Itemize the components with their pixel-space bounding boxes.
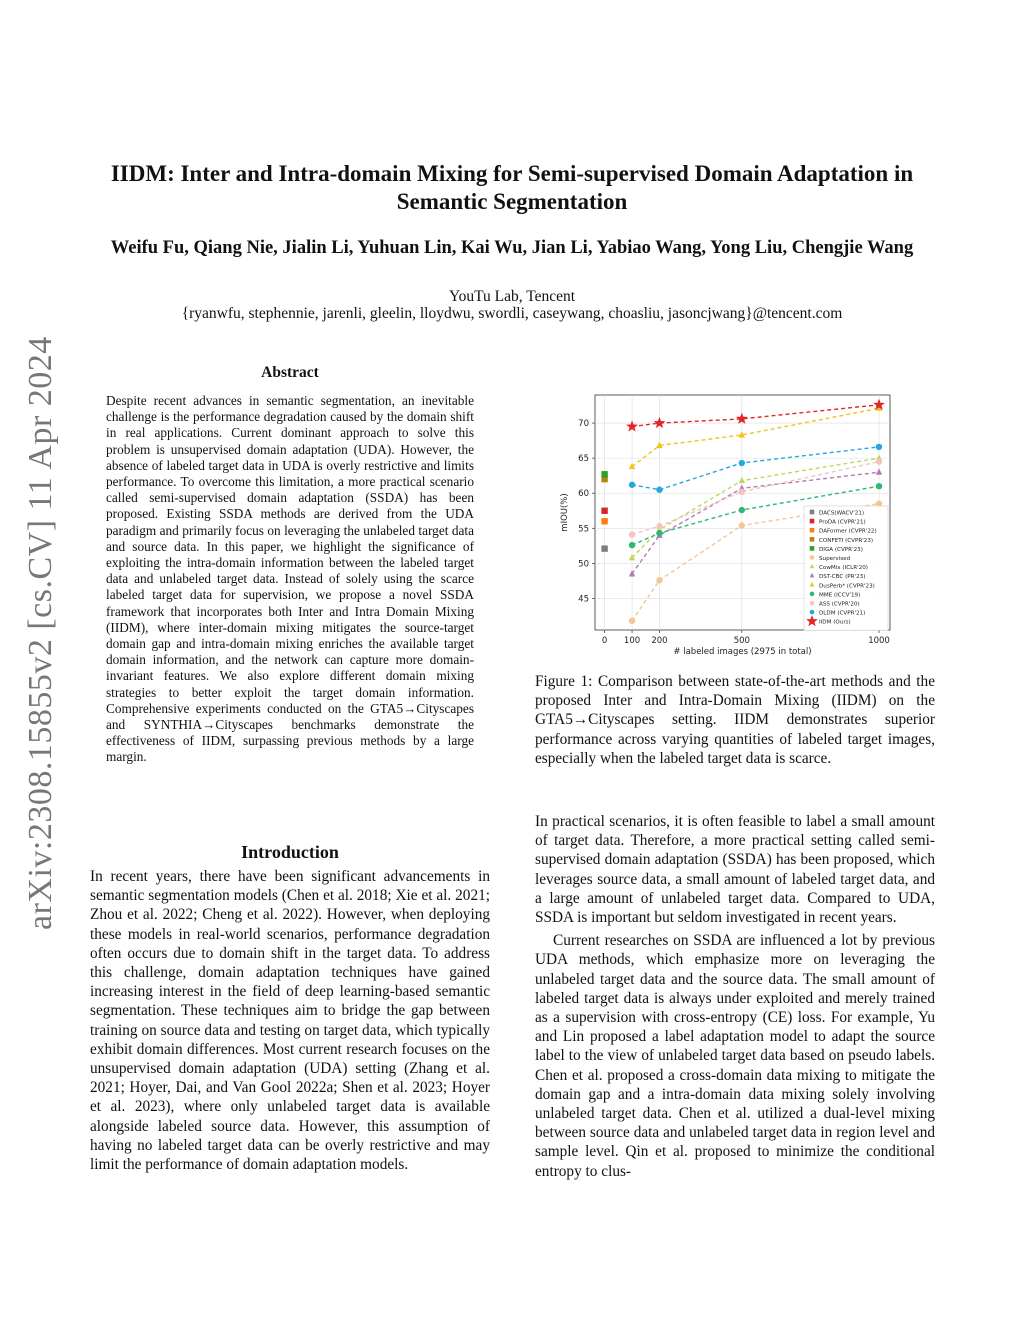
x-tick-label: 1000 <box>868 636 890 646</box>
data-point <box>810 510 815 515</box>
y-tick-label: 45 <box>578 594 589 605</box>
y-axis-label: mIOU(%) <box>560 493 570 532</box>
figure-1-caption: Figure 1: Comparison between state-of-the-art methods and the proposed Inter and Intra-Domain Mixing (IIDM) on the GTA5→Cityscapes setting. IIDM demonstrates superior performance across varying quantities of labeled target images, especially when the labeled target data is scarce. <box>535 673 935 767</box>
x-tick-label: 500 <box>733 636 750 646</box>
x-tick-label: 0 <box>601 636 608 646</box>
legend-label: ProDA (CVPR'21) <box>819 519 866 526</box>
data-point <box>739 489 745 495</box>
data-point <box>810 601 815 606</box>
introduction-text: In recent years, there have been significant advancements in semantic segmentation models (Chen et al. 2018; Xie et al. 2021; Zhou et al. 2022; Cheng et al. 2022). However, when deploying these models in real-world scenarios, performance degradation often occurs due to domain shift in the target data. To address this challenge, domain adaptation techniques have gained increasing interest in the field of deep learning-based semantic segmentation. These techniques aim to bridge the gap between training on source data and testing on target data, which typically exhibit domain differences. Most current research focuses on the unsupervised domain adaptation (UDA) setting (Zhang et al. 2021; Hoyer, Dai, and Van Gool 2022a; Shen et al. 2023; Hoyer et al. 2023), where only unlabeled target data is available alongside labeled source data. However, this assumption of having no labeled target data can be overly restrictive and may limit the performance of domain adaptation models. <box>90 868 490 1174</box>
y-tick-label: 50 <box>578 559 589 570</box>
data-point <box>876 458 882 464</box>
data-point <box>601 545 607 551</box>
data-point <box>656 487 662 493</box>
data-point <box>810 528 815 533</box>
y-tick-label: 60 <box>578 489 589 500</box>
data-point <box>810 546 815 551</box>
data-point <box>810 610 815 615</box>
data-point <box>601 508 607 514</box>
data-point <box>810 555 815 560</box>
arxiv-identifier: arXiv:2308.15855v2 [cs.CV] 11 Apr 2024 <box>22 336 59 930</box>
x-tick-label: 200 <box>651 636 668 646</box>
right-column-body <box>535 812 935 1181</box>
data-point <box>629 482 635 488</box>
legend-label: DIGA (CVPR'23) <box>819 546 863 553</box>
legend-label: Supervised <box>819 556 851 562</box>
legend-label: IIDM (Ours) <box>819 619 851 626</box>
legend-label: ASS (CVPR'20) <box>819 601 860 608</box>
legend-label: DACS(WACV'21) <box>819 510 865 517</box>
legend-label: MME (ICCV'19) <box>819 592 861 599</box>
paper-title: IIDM: Inter and Intra-domain Mixing for Semi-supervised Domain Adaptation in Semantic Segmentation <box>110 161 914 214</box>
figure-1-chart <box>540 380 900 660</box>
legend-label: DLDM (CVPR'21) <box>819 610 866 617</box>
x-axis-label: # labeled images (2975 in total) <box>673 647 812 657</box>
y-tick-label: 65 <box>578 454 589 465</box>
data-point <box>810 519 815 524</box>
data-point <box>656 523 662 529</box>
author-emails: {ryanwfu, stephennie, jarenli, gleelin, lloydwu, swordli, caseywang, choasliu, jasoncjwang}@tencent.com <box>181 305 843 322</box>
data-point <box>629 531 635 537</box>
data-point <box>739 522 745 528</box>
data-point <box>629 542 635 548</box>
data-point <box>656 577 662 583</box>
abstract-heading: Abstract <box>261 364 319 381</box>
data-point <box>601 471 607 477</box>
author-list: Weifu Fu, Qiang Nie, Jialin Li, Yuhuan Lin, Kai Wu, Jian Li, Yabiao Wang, Yong Liu, Chengjie Wang <box>110 238 914 258</box>
data-point <box>739 507 745 513</box>
x-tick-label: 100 <box>623 636 641 646</box>
legend-label: DAFormer (CVPR'22) <box>819 528 877 535</box>
data-point <box>810 592 815 597</box>
legend-label: CowMix (ICLR'20) <box>819 565 868 572</box>
data-point <box>876 444 882 450</box>
data-point <box>656 530 662 536</box>
legend-label: DST-CBC (PR'23) <box>819 574 866 581</box>
abstract-text: Despite recent advances in semantic segmentation, an inevitable challenge is the performance degradation caused by the domain shift in real applications. Current dominant approach to solve this problem is unsupervised domain adaptation (UDA). However, the absence of labeled target data in UDA is overly restrictive and limits performance. To overcome this limitation, a more practical scenario called semi-supervised domain adaptation (SSDA) has been proposed. Existing SSDA methods are derived from the UDA paradigm and primarily focus on leveraging the unlabeled target data and source data. In this paper, we highlight the significance of exploiting the intra-domain information between the labeled target data and unlabeled target data. Instead of solely using the scarce labeled target data for supervision, we propose a novel SSDA framework that incorporates both Inter and Intra Domain Mixing (IIDM), where inter-domain mixing mitigates the source-target domain gap and intra-domain mixing enriches the available target domain information, and the network can capture more domain-invariant features. We also explore different domain mixing strategies to better exploit the target domain information. Comprehensive experiments conducted on the GTA5→Cityscapes and SYNTHIA→Cityscapes benchmarks demonstrate the effectiveness of IIDM, surpassing previous methods by a large margin. <box>106 393 474 765</box>
legend-label: DusPerb* (CVPR'23) <box>819 583 875 590</box>
legend-label: CONFETI (CVPR'23) <box>819 537 874 544</box>
data-point <box>876 483 882 489</box>
data-point <box>810 537 815 542</box>
data-point <box>629 618 635 624</box>
y-tick-label: 70 <box>578 419 589 430</box>
paragraph-ssda-setting: In practical scenarios, it is often feasible to label a small amount of target data. Therefore, a more practical setting called semi-supervised domain adaptation (SSDA) has been proposed, which leverages source data, a small amount of labeled target data, and a large amount of unlabeled target data. Compared to UDA, SSDA is important but seldom investigated in recent years. <box>535 813 935 927</box>
affiliation: YouTu Lab, Tencent <box>448 288 576 305</box>
y-tick-label: 55 <box>578 524 589 535</box>
paragraph-ssda-research: Current researches on SSDA are influenced a lot by previous UDA methods, which emphasize more on leveraging the unlabeled target data and the source data. The small amount of labeled target data is always under exploited and merely trained as a supervision with cross-entropy (CE) loss. For example, Yu and Lin proposed a label adaptation model to adapt the source label to the view of unlabeled target data based on pseudo labels. Chen et al. proposed a cross-domain data mixing to mitigate the domain gap and a intra-domain data mixing solely involving unlabeled target data. Chen et al. utilized a dual-level mixing between source data and unlabeled target data in region level and sample level. Qin et al. proposed to minimize the conditional entropy to clus- <box>535 932 935 1180</box>
data-point <box>739 460 745 466</box>
introduction-heading: Introduction <box>241 842 339 862</box>
data-point <box>601 518 607 524</box>
